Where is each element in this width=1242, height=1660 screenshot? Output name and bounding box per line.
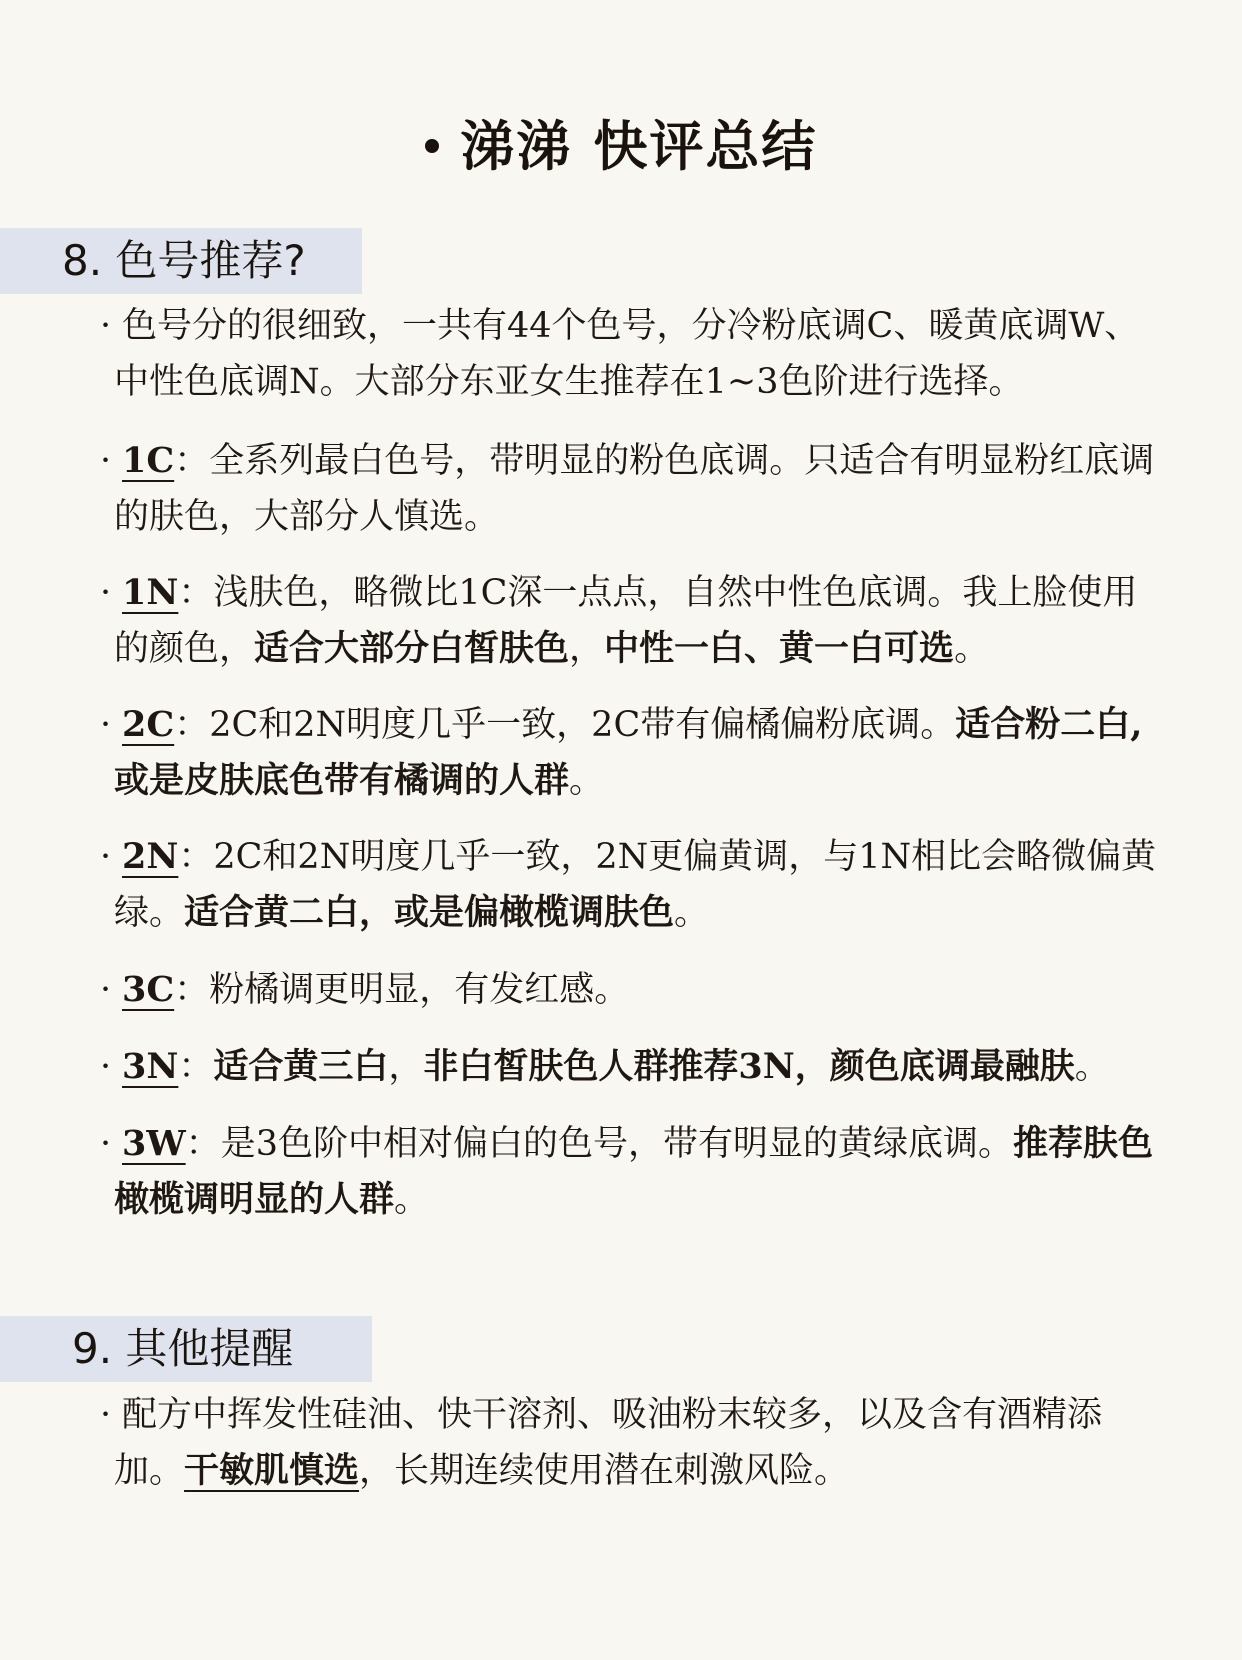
item-1n-end: 。 xyxy=(954,629,990,669)
separator: ： xyxy=(178,573,214,613)
reminder-line-2-plain: 加。 xyxy=(114,1451,185,1491)
list-bullet: · xyxy=(100,1124,112,1164)
separator: ： xyxy=(174,705,210,745)
list-item-intro xyxy=(100,298,1190,410)
list-bullet: · xyxy=(100,705,112,745)
list-bullet: · xyxy=(100,306,112,346)
item-2n-highlight: 适合黄二白，或是偏橄榄调肤色 xyxy=(184,892,675,933)
section-8-heading-text: 8. 色号推荐? xyxy=(62,236,306,285)
list-item-3c xyxy=(100,962,1190,1018)
separator: ， xyxy=(388,1047,424,1087)
item-1c-line-1: 全系列最白色号，带明显的粉色底调。只适合有明显粉红底调 xyxy=(209,441,1155,481)
separator: ： xyxy=(174,441,210,481)
item-2c-highlight-2: 或是皮肤底色带有橘调的人群 xyxy=(114,760,570,801)
section-9-heading xyxy=(0,1316,372,1382)
item-3n-highlight-2: 非白皙肤色人群推荐3N，颜色底调最融肤 xyxy=(423,1046,1075,1087)
list-item-3n xyxy=(100,1039,1190,1095)
section-9-heading-text: 9. 其他提醒 xyxy=(72,1324,294,1373)
item-1c-line-2: 的肤色，大部分人慎选。 xyxy=(114,497,500,537)
item-3w-line-1: 是3色阶中相对偏白的色号，带有明显的黄绿底调。 xyxy=(220,1124,1013,1164)
list-item-1n xyxy=(100,565,1190,677)
reminder-line-1: 配方中挥发性硅油、快干溶剂、吸油粉末较多，以及含有酒精添 xyxy=(122,1395,1103,1435)
item-3w-highlight-1: 推荐肤色 xyxy=(1012,1123,1153,1164)
list-bullet: · xyxy=(100,1047,112,1087)
item-2c-highlight-1: 适合粉二白, xyxy=(955,704,1143,745)
shade-code-3w: 3W xyxy=(122,1123,186,1164)
item-2n-line-1: 2C和2N明度几乎一致，2N更偏黄调，与1N相比会略微偏黄 xyxy=(213,837,1157,877)
item-1n-highlight-2: 中性一白、黄一白可选 xyxy=(604,628,955,669)
reminder-highlight: 干敏肌慎选 xyxy=(184,1450,360,1491)
shade-code-3c: 3C xyxy=(122,969,175,1010)
item-3w-highlight-2: 橄榄调明显的人群 xyxy=(114,1179,395,1220)
list-item-3w xyxy=(100,1116,1190,1228)
section-8-heading xyxy=(0,228,362,294)
page-title-text: 涕涕 快评总结 xyxy=(460,115,818,178)
separator: ： xyxy=(178,1047,214,1087)
item-1n-line-1: 浅肤色，略微比1C深一点点，自然中性色底调。我上脸使用 xyxy=(213,573,1138,613)
list-item-reminder xyxy=(100,1387,1190,1499)
item-2c-line-1: 2C和2N明度几乎一致，2C带有偏橘偏粉底调。 xyxy=(209,705,956,745)
intro-line-1: 色号分的很细致，一共有44个色号，分冷粉底调C、暖黄底调W、 xyxy=(122,306,1140,346)
list-item-2n xyxy=(100,829,1190,941)
item-1n-line-2-plain: 的颜色， xyxy=(114,629,255,669)
list-bullet: · xyxy=(100,837,112,877)
reminder-end: ，长期连续使用潜在刺激风险。 xyxy=(359,1451,850,1491)
item-2c-end: 。 xyxy=(569,761,605,801)
list-bullet: · xyxy=(100,573,112,613)
separator: ， xyxy=(569,629,605,669)
item-3w-end: 。 xyxy=(394,1180,430,1220)
shade-code-2n: 2N xyxy=(122,836,179,877)
title-bullet-dot xyxy=(425,139,439,153)
shade-code-2c: 2C xyxy=(122,704,175,745)
list-bullet: · xyxy=(100,1395,112,1435)
separator: ： xyxy=(185,1124,221,1164)
item-3n-end: 。 xyxy=(1074,1047,1110,1087)
shade-code-1c: 1C xyxy=(122,440,175,481)
item-1n-highlight-1: 适合大部分白皙肤色 xyxy=(254,628,570,669)
separator: ： xyxy=(178,837,214,877)
item-3c-line-1: 粉橘调更明显，有发红感。 xyxy=(209,970,630,1010)
intro-line-2: 中性色底调N。大部分东亚女生推荐在1~3色阶进行选择。 xyxy=(114,362,1024,402)
separator: ： xyxy=(174,970,210,1010)
item-3n-highlight-1: 适合黄三白 xyxy=(213,1046,389,1087)
list-item-2c xyxy=(100,697,1190,809)
item-2n-line-2-plain: 绿。 xyxy=(114,893,185,933)
shade-code-3n: 3N xyxy=(122,1046,179,1087)
shade-code-1n: 1N xyxy=(122,572,179,613)
page-title xyxy=(0,112,1242,182)
list-bullet: · xyxy=(100,441,112,481)
list-item-1c xyxy=(100,433,1190,545)
list-bullet: · xyxy=(100,970,112,1010)
item-2n-end: 。 xyxy=(674,893,710,933)
